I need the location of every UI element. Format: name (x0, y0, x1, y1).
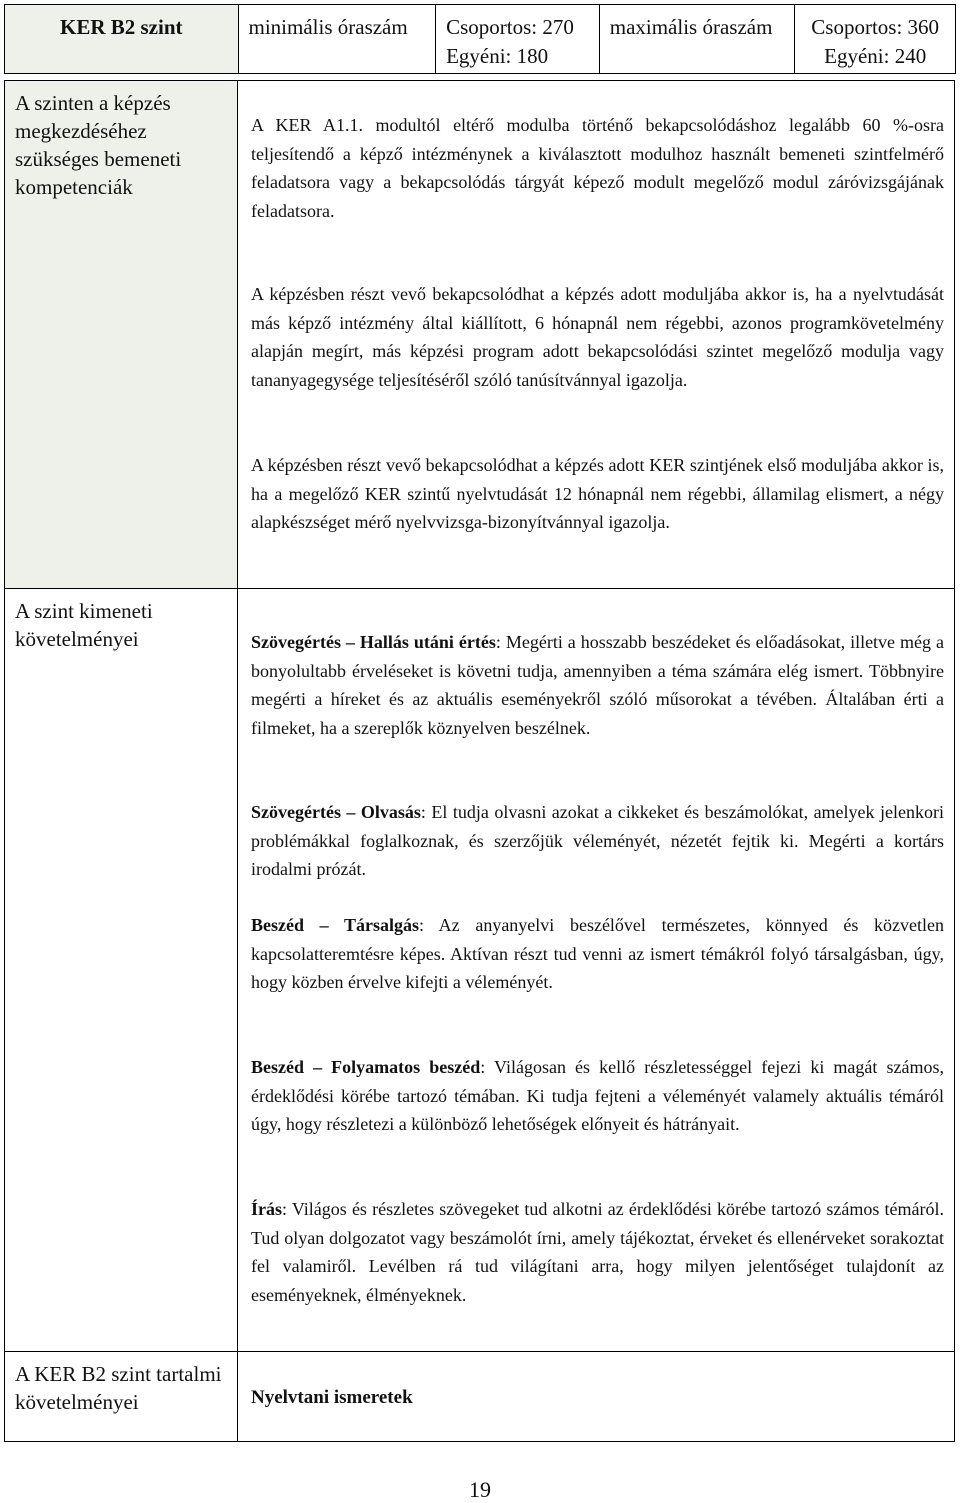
max-hours-label: maximális óraszám (600, 5, 796, 73)
output-requirements-row (5, 589, 954, 1352)
level-title: KER B2 szint (5, 5, 239, 73)
skill-text: : Megérti a hosszabb beszédeket és előadásokat, illetve még a bonyolultabb érveléseket is követni tudja, amennyiben a téma számára elég ismert. Többnyire megérti a híreket és az aktuális eseményekről szóló műsorokat a tévében. Általában érti a filmeket, ha a szereplők köznyelven beszélnek. (251, 632, 944, 738)
page-number: 19 (469, 1477, 491, 1502)
content-requirements-row (5, 1352, 954, 1441)
max-indiv-hours: Egyéni: 240 (824, 44, 927, 68)
skill-title: Beszéd – Folyamatos beszéd (251, 1057, 481, 1077)
entry-paragraph: A képzésben részt vevő bekapcsolódhat a képzés adott moduljába akkor is, ha a nyelvtudását más képző intézmény által kiállított, 6 hónapnál nem régebbi, azonos programkövetelmény alapján megírt, más képzési program adott bekapcsolódási szintet megelőző modulja vagy tananyagegysége teljesítéséről szóló tanúsítvánnyal igazolja. (251, 284, 944, 390)
entry-competencies-row (5, 81, 954, 589)
skill-title: Írás (251, 1199, 282, 1219)
skill-paragraph (251, 1053, 944, 1139)
min-indiv-hours: Egyéni: 180 (446, 44, 549, 68)
entry-paragraph: A képzésben részt vevő bekapcsolódhat a képzés adott KER szintjének első moduljába akkor is, ha a megelőző KER szintű nyelvtudását 12 hónapnál nem régebbi, államilag elismert, a négy alapkészséget mérő nyelvvizsga-bizonyítvánnyal igazolja. (251, 455, 944, 533)
max-group-hours: Csoportos: 360 (811, 15, 940, 39)
min-hours-label: minimális óraszám (239, 5, 437, 73)
output-requirements-label: A szint kimeneti követelményei (5, 589, 238, 1351)
skill-text: : Az anyanyelvi beszélővel természetes, könnyed és közvetlen kapcsolatteremtésre képes. Aktívan részt tud venni az ismert témákról folyó társalgásban, úgy, hogy közben érvelve kifejti a véleményét. (251, 915, 944, 993)
skill-text: : El tudja olvasni azokat a cikkeket és beszámolókat, amelyek jelenkori problémákkal foglalkoznak, és szerzőjük véleményét, nézetét fejtik ki. Megérti a kortárs irodalmi prózát. (251, 802, 944, 880)
skill-paragraph (251, 628, 944, 742)
skill-title: Beszéd – Társalgás (251, 915, 419, 935)
entry-paragraph: A KER A1.1. modultól eltérő modulba történő bekapcsolódáshoz legalább 60 %-osra teljesítendő a képző intézménynek a kiválasztott modulhoz használt bemeneti szintfelmérő feladatsora vagy a bekapcsolódás tárgyát képező modult megelőző modul záróvizsgájának feladatsora. (251, 115, 944, 221)
skill-title: Szövegértés – Olvasás (251, 802, 421, 822)
grammar-heading: Nyelvtani ismeretek (251, 1387, 413, 1408)
entry-competencies-label: A szinten a képzés megkezdéséhez szükséges bemeneti kompetenciák (5, 81, 238, 588)
min-group-hours: Csoportos: 270 (446, 15, 574, 39)
skill-paragraph (251, 911, 944, 997)
requirements-table (4, 80, 955, 1442)
skill-title: Szövegértés – Hallás utáni értés (251, 632, 496, 652)
skill-paragraph (251, 798, 944, 884)
content-requirements-label: A KER B2 szint tartalmi követelményei (5, 1352, 238, 1441)
skill-text: : Világosan és kellő részletességgel fejezi ki magát számos, érdeklődési körébe tartozó témában. Ki tudja fejteni a véleményét valamely aktuális témáról úgy, hogy részletezi a különböző lehetőségek előnyeit és hátrányait. (251, 1057, 944, 1135)
skill-paragraph (251, 1195, 944, 1309)
min-hours-values (436, 5, 600, 73)
max-hours-values (795, 5, 955, 73)
level-header-row (4, 4, 956, 74)
skill-text: : Világos és részletes szövegeket tud alkotni az érdeklődési körébe tartozó számos témáról. Tud olyan dolgozatot vagy beszámolót írni, amely tájékoztat, érveket és ellenérveket sorakoztat fel valamiről. Levélben rá tud világítani arra, hogy milyen jelentőséget tulajdonít az eseményeknek, élményeknek. (251, 1199, 944, 1305)
